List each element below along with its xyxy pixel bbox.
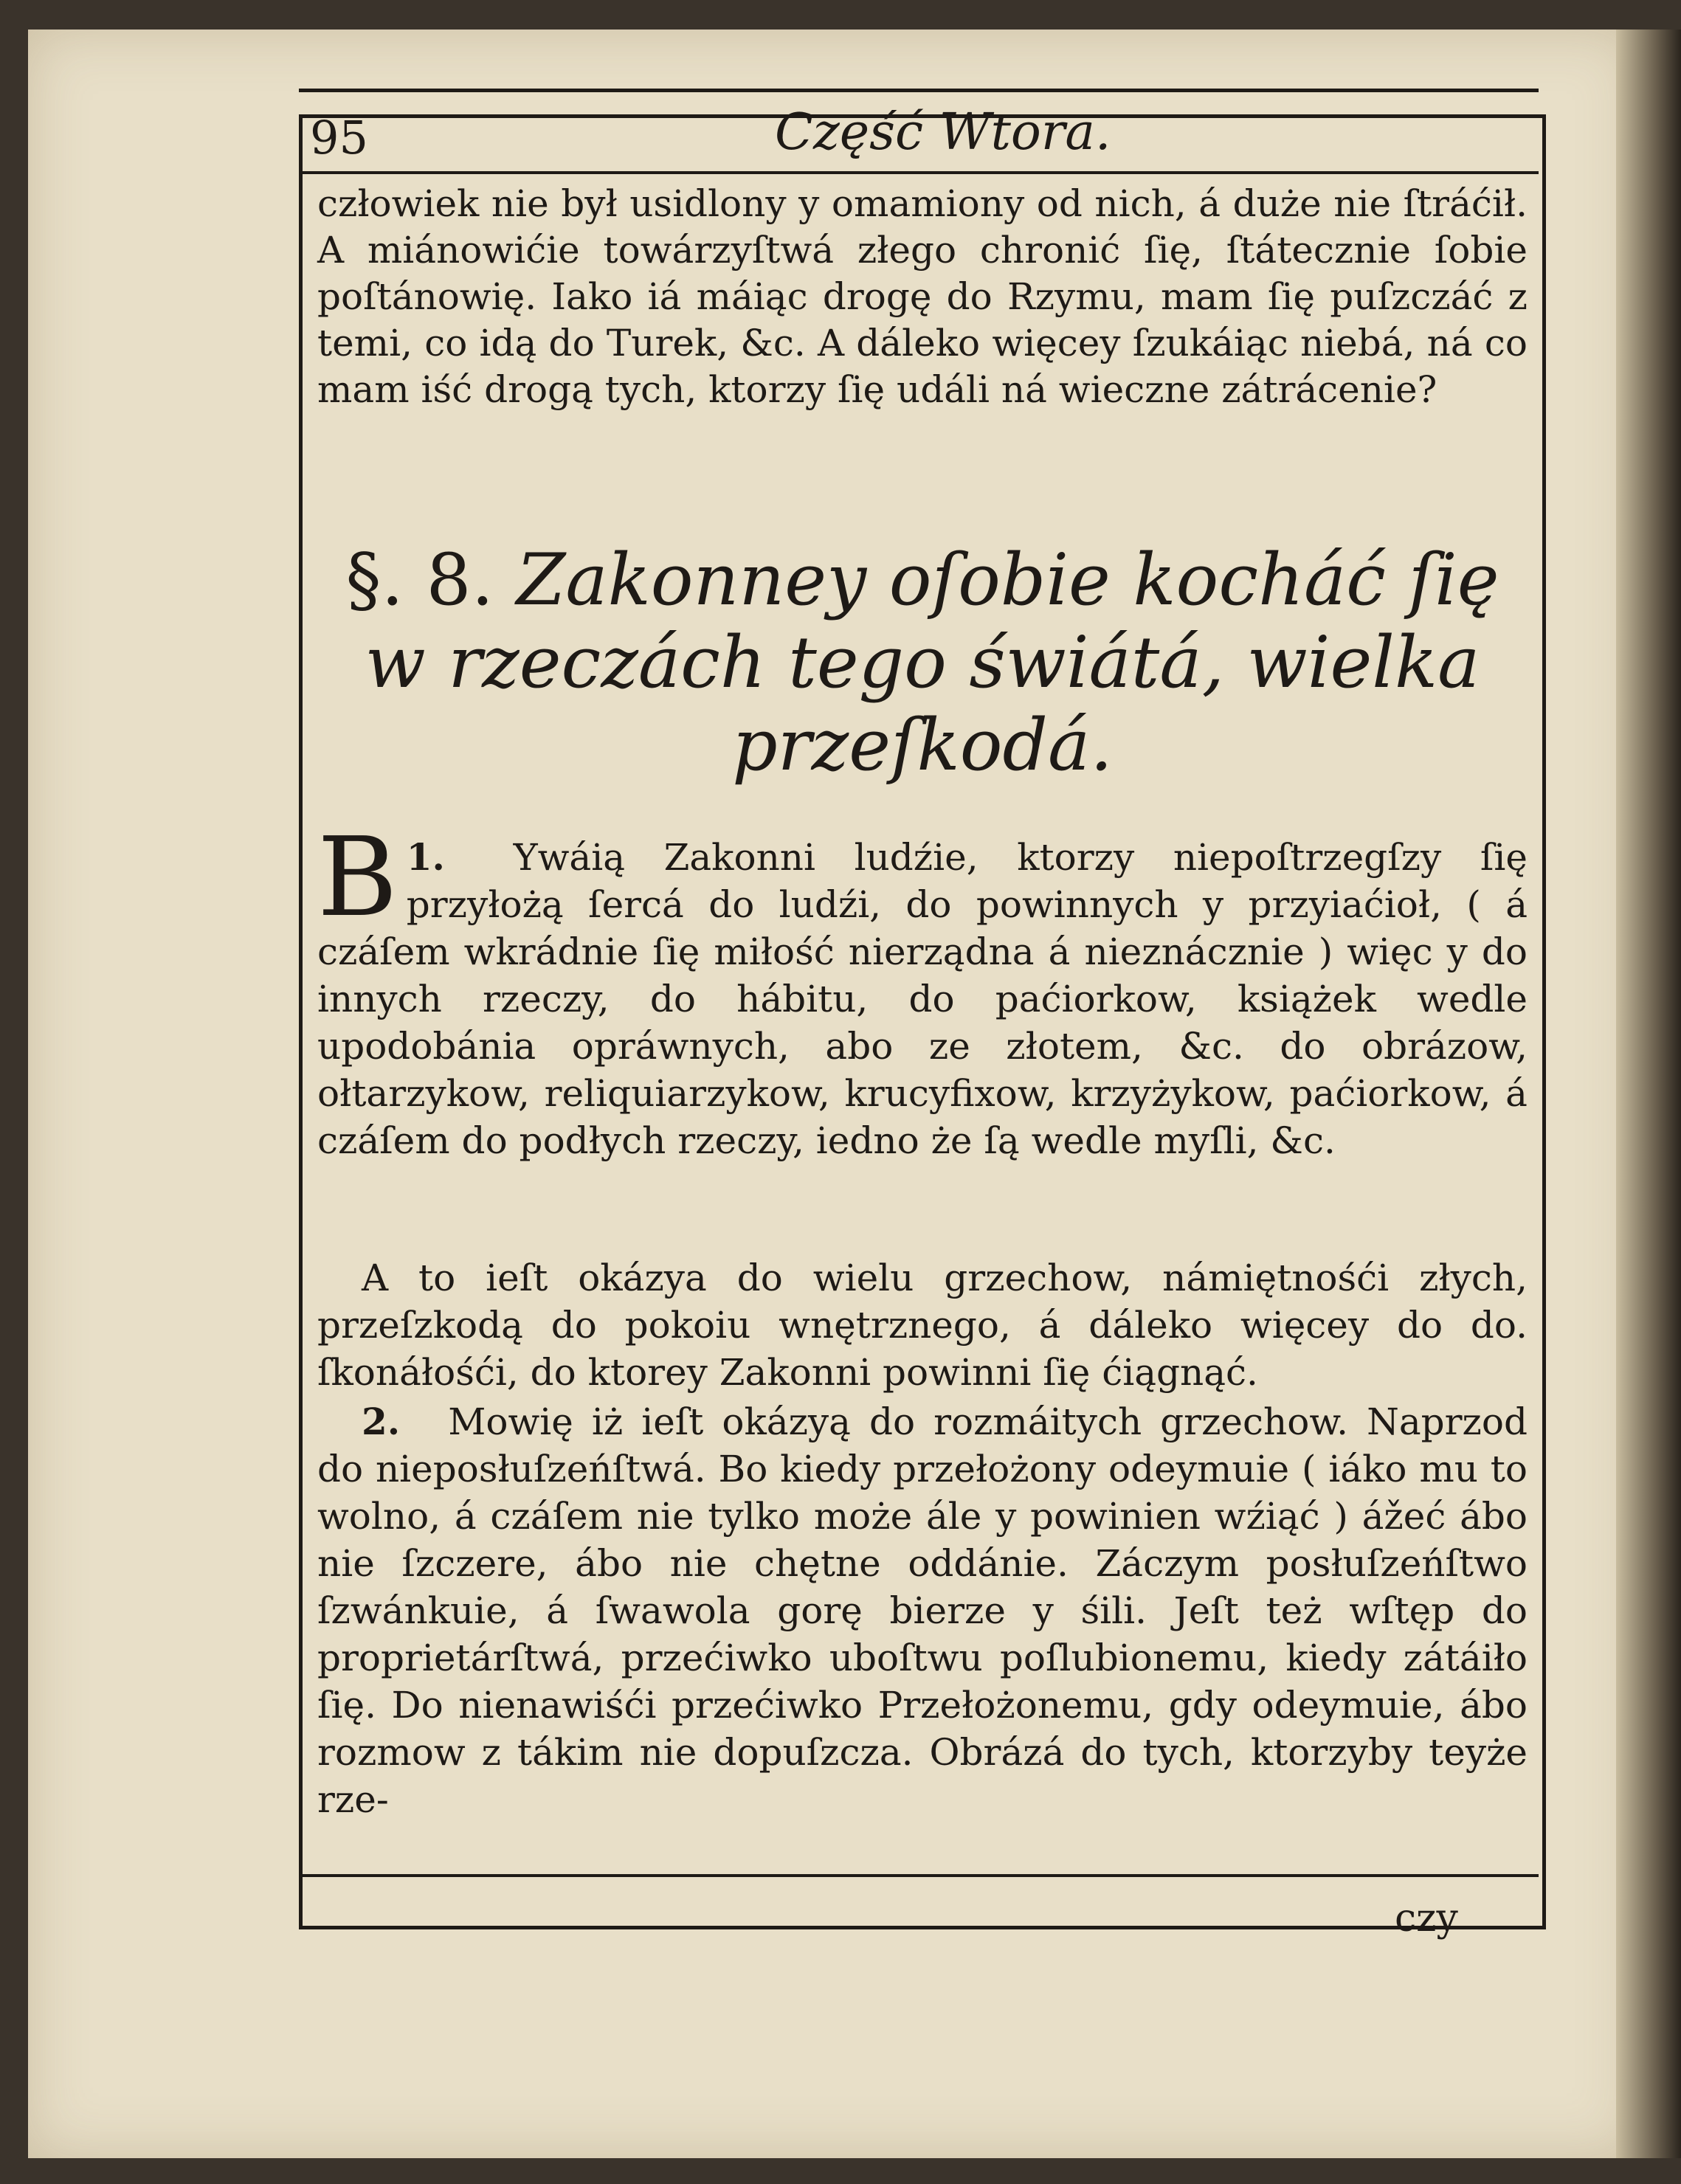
drop-cap: B — [317, 814, 398, 941]
section-heading — [314, 539, 1531, 787]
section-title: Zakonney oſobie kocháć ſię w rzeczách tego świátá, wielka przeſkodá. — [365, 539, 1499, 787]
running-head: Część Wtora. — [775, 103, 1111, 162]
paragraph-number: 1. — [406, 835, 445, 879]
paragraph-text: A to ieſt okázya do wielu grzechow, námiętnośći złych, przeſzkodą do pokoiu wnętrznego, á dáleko więcey do do. ſkonáłośći, do ktorey Zakonni powinni ſię ćiągnąć. — [317, 1257, 1528, 1394]
paragraph-continuation — [317, 1254, 1528, 1396]
footer-rule — [299, 1874, 1539, 1877]
catchword: czy — [1395, 1896, 1458, 1941]
intro-text: człowiek nie był usidlony y omamiony od nich, á duże nie ſtráćił. A miánowićie towárzyſtwá złego chronić ſię, ſtátecznie ſobie poſtánowię. Iako iá máiąc drogę do Rzymu, mam ſię puſzczáć z temi, co idą do Turek, &c. A dáleko więcey ſzukáiąc niebá, ná co mam iść drogą tych, ktorzy ſię událi ná wieczne zátrácenie? — [317, 182, 1528, 411]
paragraph-number: 2. — [362, 1400, 401, 1443]
paragraph-text: Ywáią Zakonni ludźie, ktorzy niepoſtrzegſzy ſię przyłożą ſercá do ludźi, do powinnych y przyiaćioł, ( á czáſem wkrádnie ſię miłość nierządna á nieznácznie ) więc y do innych rzeczy, do hábitu, do paćiorkow, książek wedle upodobánia opráwnych, abo ze złotem, &c. do obrázow, ołtarzykow, reliquiarzykow, krucyfixow, krzyżykow, paćiorkow, á czáſem do podłych rzeczy, iedno że ſą wedle myſli, &c. — [317, 836, 1528, 1162]
paragraph-2 — [317, 1398, 1528, 1823]
section-number: §. 8. — [345, 539, 494, 621]
paragraph-1 — [317, 814, 1528, 1164]
intro-paragraph — [317, 181, 1528, 413]
book-spine — [1616, 30, 1681, 2158]
paragraph-text: Mowię iż ieſt okázyą do rozmáitych grzechow. Naprzod do nieposłuſzeńſtwá. Bo kiedy przełożony odeymuie ( iáko mu to wolno, á czáſem nie tylko może ále y powinien wźiąć ) ážeć ábo nie ſzczere, ábo nie chętne oddánie. Záczym posłuſzeńſtwo ſzwánkuie, á ſwawola gorę bierze y śili. Jeſt też wſtęp do proprietárſtwá, przećiwko uboſtwu poſlubionemu, kiedy zátáiło ſię. Do nienawiśći przećiwko Przełożonemu, gdy odeymuie, ábo rozmow z tákim nie dopuſzcza. Obrázá do tych, ktorzyby teyże rze- — [317, 1400, 1528, 1821]
page-number: 95 — [310, 111, 368, 165]
header-rule — [299, 89, 1539, 92]
header-underline — [299, 171, 1539, 174]
